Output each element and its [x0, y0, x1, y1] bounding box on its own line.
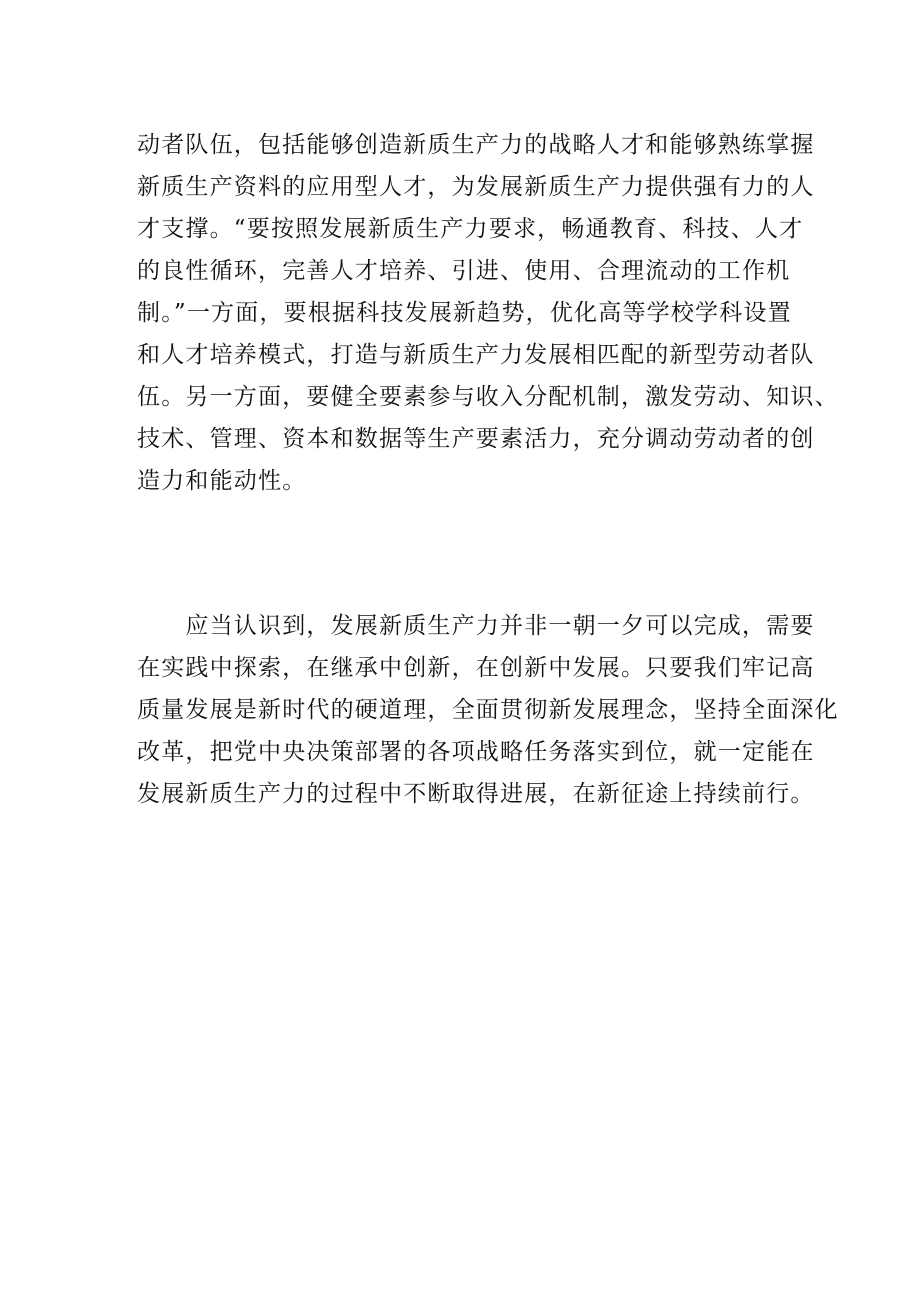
paragraph-line: 才支撑。“要按照发展新质生产力要求，畅通教育、科技、人才	[137, 216, 804, 242]
paragraph-line: 制。”一方面，要根据科技发展新趋势，优化高等学校学科设置	[137, 300, 792, 326]
paragraph-line: 动者队伍，包括能够创造新质生产力的战略人才和能够熟练掌握	[137, 132, 815, 158]
paragraph-line: 伍。另一方面，要健全要素参与收入分配机制，激发劳动、知识、	[137, 384, 839, 410]
paragraph-line: 改革，把党中央决策部署的各项战略任务落实到位，就一定能在	[137, 739, 815, 765]
paragraph-line: 发展新质生产力的过程中不断取得进展，在新征途上持续前行。	[137, 781, 815, 807]
paragraph-1	[137, 124, 839, 502]
paragraph-line: 和人才培养模式，打造与新质生产力发展相匹配的新型劳动者队	[137, 342, 815, 368]
paragraph-line: 造力和能动性。	[137, 468, 307, 494]
paragraph-line: 技术、管理、资本和数据等生产要素活力，充分调动劳动者的创	[137, 426, 815, 452]
paragraph-line: 的良性循环，完善人才培养、引进、使用、合理流动的工作机	[137, 258, 791, 284]
paragraph-line: 新质生产资料的应用型人才，为发展新质生产力提供强有力的人	[137, 174, 815, 200]
paragraph-2	[137, 605, 839, 815]
paragraph-line: 在实践中探索，在继承中创新，在创新中发展。只要我们牢记高	[137, 655, 815, 681]
paragraph-line: 质量发展是新时代的硬道理，全面贯彻新发展理念，坚持全面深化	[137, 697, 839, 723]
paragraph-line: 应当认识到，发展新质生产力并非一朝一夕可以完成，需要	[137, 613, 815, 639]
